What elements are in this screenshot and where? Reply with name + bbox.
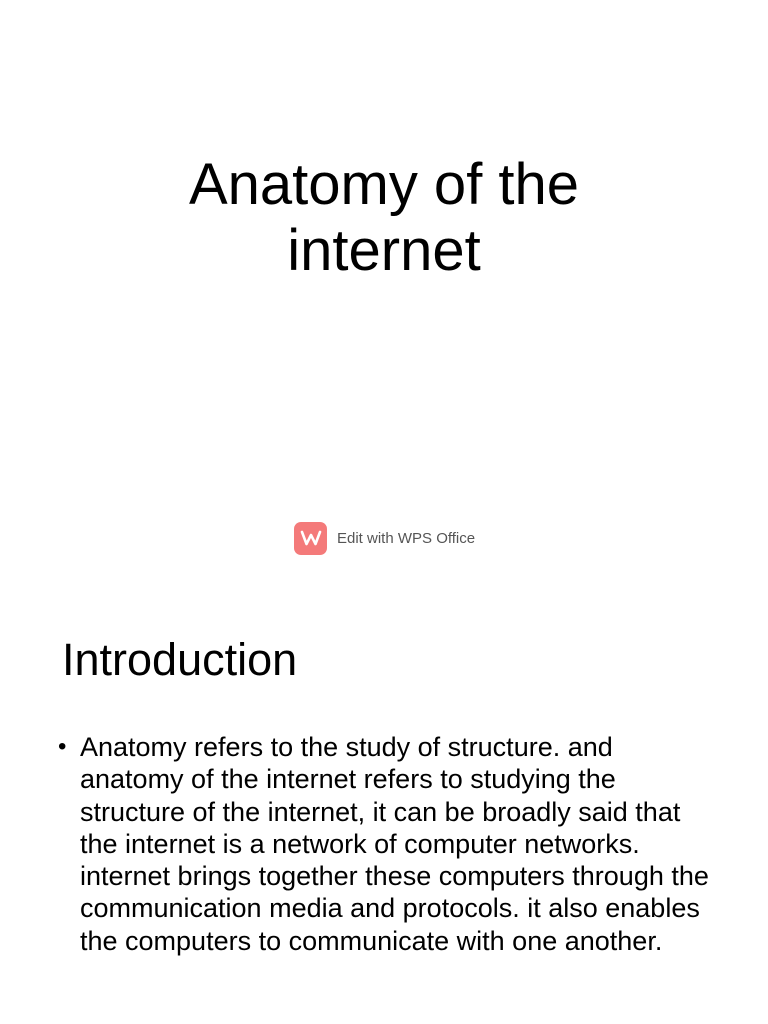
slide-title-line-1: Anatomy of the: [188, 152, 580, 217]
wps-logo-icon: [294, 522, 327, 555]
bullet-dot-icon: •: [58, 733, 67, 760]
slide-title-line-2: internet: [287, 218, 481, 283]
section-heading: Introduction: [62, 634, 298, 685]
bullet-list: [58, 731, 718, 957]
wps-edit-badge[interactable]: [294, 521, 475, 555]
slide-title: [0, 152, 768, 284]
bullet-item: [58, 731, 718, 957]
wps-edit-label: Edit with WPS Office: [337, 529, 476, 547]
bullet-text: Anatomy refers to the study of structure. and anatomy of the internet refers to studying the structure of the internet, it can be broadly said that the internet is a network of computer networks. internet brings together these computers through the communication media and protocols. it also enables the computers to communicate with one another.: [80, 732, 709, 956]
